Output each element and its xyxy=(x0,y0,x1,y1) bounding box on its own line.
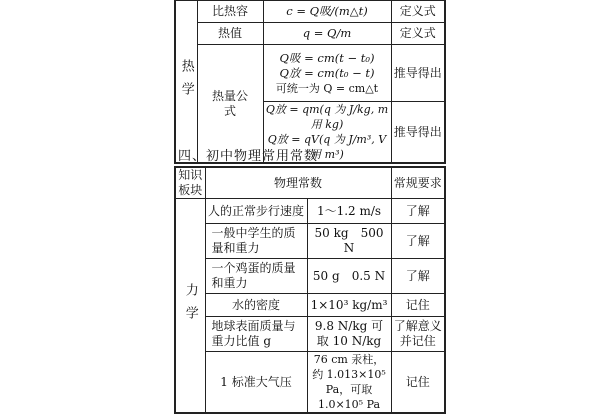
constant-name-water-density: 水的密度 xyxy=(205,294,307,317)
constant-name-student: 一般中学生的质量和重力 xyxy=(205,224,307,259)
fuel-formula-line-2: Q放 = qV(q 为 J/m³, V 用 m³) xyxy=(267,133,387,161)
heat-formula-line-1: Q吸 = cm(t − t₀) xyxy=(279,50,375,65)
constant-value-walk-speed: 1～1.2 m/s xyxy=(307,199,391,224)
thermal-table xyxy=(174,0,446,164)
constants-table xyxy=(174,166,446,414)
constant-req-egg: 了解 xyxy=(391,259,445,294)
constant-req-student: 了解 xyxy=(391,224,445,259)
constant-req-walk-speed: 了解 xyxy=(391,199,445,224)
heat-formula-cell xyxy=(263,45,391,102)
type-heat-value: 定义式 xyxy=(391,23,445,45)
constant-req-water-density: 记住 xyxy=(391,294,445,317)
header-constant: 物理常数 xyxy=(205,167,391,199)
header-requirement: 常规要求 xyxy=(391,167,445,199)
section-heading: 四、初中物理常用常数 xyxy=(178,149,319,164)
category-mechanics: 力学 xyxy=(175,199,205,414)
type-specific-heat: 定义式 xyxy=(391,1,445,23)
constant-req-gravity: 了解意义并记住 xyxy=(391,317,445,352)
fuel-formula-line-1: Q放 = qm(q 为 J/kg, m 用 kg) xyxy=(265,103,389,131)
constant-name-walk-speed: 人的正常步行速度 xyxy=(205,199,307,224)
row-name-heat-formula: 热量公式 xyxy=(197,45,263,164)
heat-formula-line-3: 可统一为 Q = cm△t xyxy=(275,81,379,95)
constant-name-gravity: 地球表面质量与重力比值 g xyxy=(205,317,307,352)
heat-formula-line-2: Q放 = cm(t₀ − t) xyxy=(279,65,375,80)
constant-name-egg: 一个鸡蛋的质量和重力 xyxy=(205,259,307,294)
type-heat-formula: 推导得出 xyxy=(391,45,445,102)
formula-heat-value: q = Q/m xyxy=(263,23,391,45)
constant-value-atmosphere: 76 cm 汞柱，约 1.013×10⁵ Pa，可取 1.0×10⁵ Pa xyxy=(307,352,391,414)
constant-value-water-density: 1×10³ kg/m³ xyxy=(307,294,391,317)
row-name-heat-value: 热值 xyxy=(197,23,263,45)
constant-value-student: 50 kg 500 N xyxy=(307,224,391,259)
type-fuel-formula: 推导得出 xyxy=(391,102,445,164)
row-name-specific-heat: 比热容 xyxy=(197,1,263,23)
constant-name-atmosphere: 1 标准大气压 xyxy=(205,352,307,414)
constant-value-gravity: 9.8 N/kg 可取 10 N/kg xyxy=(307,317,391,352)
formula-specific-heat: c = Q吸/(m△t) xyxy=(263,1,391,23)
constant-value-egg: 50 g 0.5 N xyxy=(307,259,391,294)
constant-req-atmosphere: 记住 xyxy=(391,352,445,414)
category-thermal: 热学 xyxy=(175,1,197,164)
header-block: 知识板块 xyxy=(175,167,205,199)
